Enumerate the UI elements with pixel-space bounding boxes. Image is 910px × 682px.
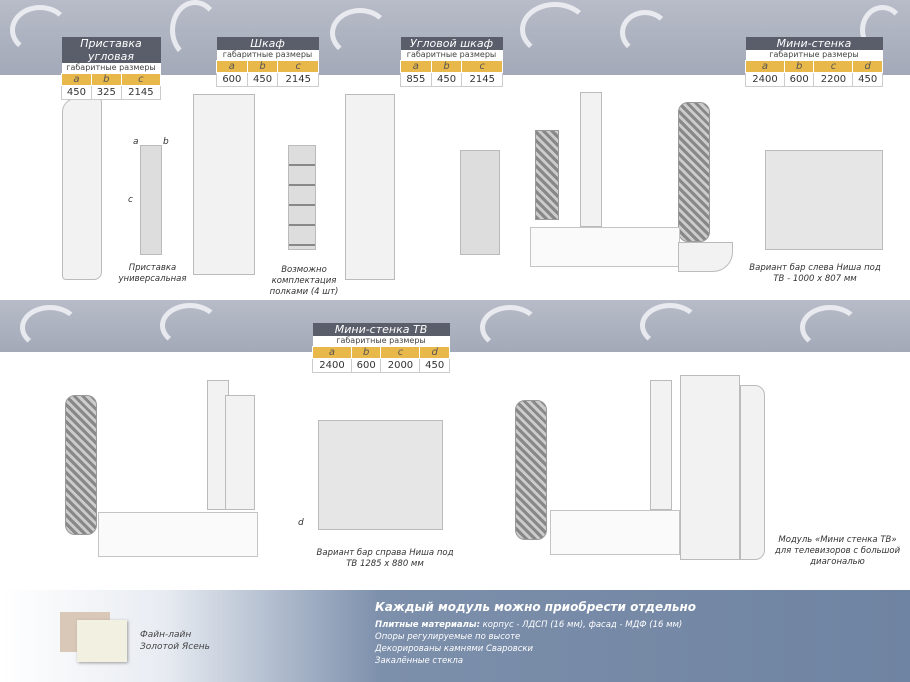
- footer-line: Закалённые стекла: [375, 656, 464, 666]
- cell: 2400: [746, 73, 785, 87]
- corner-wardrobe-image: [345, 94, 395, 280]
- table-title: Приставка угловая: [62, 37, 161, 63]
- table-subtitle: габаритные размеры: [217, 50, 319, 61]
- dim-label-a: a: [133, 137, 139, 147]
- col-header: b: [784, 61, 814, 73]
- size-table-wardrobe: [216, 37, 319, 87]
- cell: 450: [62, 86, 92, 100]
- col-header: c: [121, 74, 160, 86]
- ornament-band-middle: [0, 300, 910, 352]
- table-subtitle: габаритные размеры: [401, 50, 503, 61]
- corner-wardrobe-diagram: [460, 150, 500, 255]
- table-title: Шкаф: [217, 37, 319, 50]
- materials-label: Плитные материалы:: [375, 620, 480, 630]
- cell: 2145: [121, 86, 160, 100]
- cell: 600: [351, 359, 381, 373]
- dim-label-c: c: [128, 195, 133, 205]
- caption-corner-unit: Приставка универсальная: [118, 263, 187, 284]
- caption-tv-wall-variant: Вариант бар справа Ниша под ТВ 1285 х 880 мм: [316, 548, 454, 569]
- footer-line: Декорированы камнями Сваровски: [375, 644, 534, 654]
- tv-wall-diagram: [318, 420, 443, 530]
- cell: 450: [420, 359, 450, 373]
- swatch-label-2: Золотой Ясень: [140, 642, 210, 652]
- footer-materials: [375, 620, 682, 630]
- cell: 2000: [381, 359, 420, 373]
- col-header: a: [401, 61, 432, 73]
- col-header: b: [351, 347, 381, 359]
- cell: 450: [247, 73, 278, 87]
- mini-wall-image: [530, 92, 740, 278]
- col-header: d: [853, 61, 883, 73]
- corner-unit-diagram: [140, 145, 162, 255]
- footer-headline: Каждый модуль можно приобрести отдельно: [375, 600, 697, 614]
- col-header: b: [431, 61, 462, 73]
- table-subtitle: габаритные размеры: [62, 63, 161, 74]
- swatch-label-1: Файн-лайн: [140, 630, 192, 640]
- col-header: a: [746, 61, 785, 73]
- col-header: b: [91, 74, 121, 86]
- cell: 2400: [313, 359, 352, 373]
- size-table-mini-wall: [745, 37, 883, 87]
- dim-label-d: d: [298, 518, 304, 528]
- col-header: b: [247, 61, 278, 73]
- table-title: Угловой шкаф: [401, 37, 503, 50]
- table-subtitle: габаритные размеры: [313, 336, 450, 347]
- cell: 2200: [814, 73, 853, 87]
- col-header: a: [62, 74, 92, 86]
- tv-wall-module-image: [510, 375, 770, 570]
- dim-label-b: b: [163, 137, 169, 147]
- col-header: c: [814, 61, 853, 73]
- table-title: Мини-стенка: [746, 37, 883, 50]
- swatch-golden-ash: [77, 620, 127, 662]
- size-table-corner-wardrobe: [400, 37, 503, 87]
- cell: 2145: [278, 73, 319, 87]
- cell: 2145: [462, 73, 503, 87]
- table-title: Мини-стенка ТВ: [313, 323, 450, 336]
- col-header: a: [217, 61, 248, 73]
- mini-wall-diagram: [765, 150, 883, 250]
- cell: 325: [91, 86, 121, 100]
- size-table-corner-unit: [61, 37, 161, 100]
- table-subtitle: габаритные размеры: [746, 50, 883, 61]
- wardrobe-diagram: [288, 145, 316, 250]
- col-header: d: [420, 347, 450, 359]
- col-header: c: [462, 61, 503, 73]
- cell: 450: [853, 73, 883, 87]
- cell: 450: [431, 73, 462, 87]
- materials-value: корпус - ЛДСП (16 мм), фасад - МДФ (16 мм): [482, 620, 683, 630]
- tv-wall-left-image: [60, 380, 260, 570]
- cell: 600: [784, 73, 814, 87]
- col-header: c: [381, 347, 420, 359]
- caption-wardrobe: Возможно комплектация полками (4 шт): [269, 265, 339, 297]
- footer: [0, 590, 910, 682]
- size-table-tv-wall: [312, 323, 450, 373]
- corner-unit-image: [62, 98, 102, 280]
- caption-mini-wall: Вариант бар слева Ниша под ТВ - 1000 х 807 мм: [749, 263, 881, 284]
- cell: 600: [217, 73, 248, 87]
- footer-line: Опоры регулируемые по высоте: [375, 632, 521, 642]
- col-header: c: [278, 61, 319, 73]
- cell: 855: [401, 73, 432, 87]
- caption-tv-wall-module: Модуль «Мини стенка ТВ» для телевизоров с большой диагональю: [774, 535, 901, 567]
- wardrobe-image: [193, 94, 255, 275]
- col-header: a: [313, 347, 352, 359]
